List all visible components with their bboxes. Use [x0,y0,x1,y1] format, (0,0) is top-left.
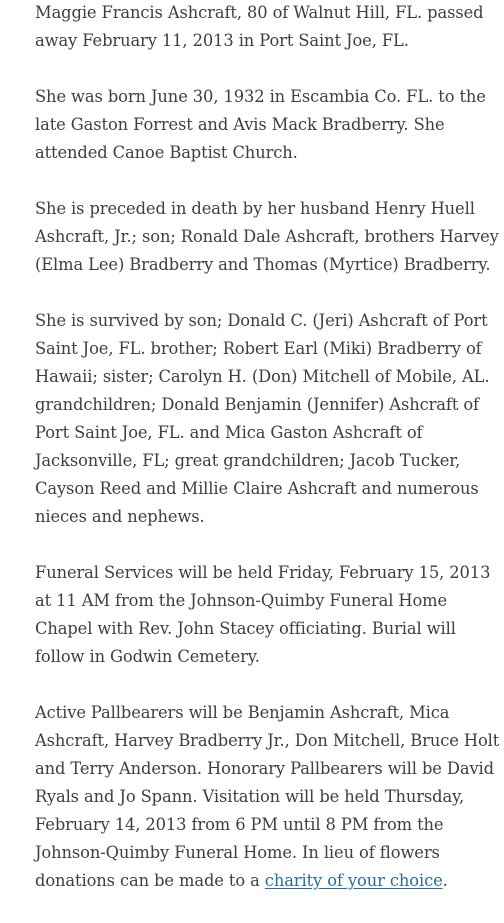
text-line: Saint Joe, FL. brother; Robert Earl (Miki) Bradberry of [35,339,482,358]
text-line: Chapel with Rev. John Stacey officiating. Burial will [35,619,456,638]
text-line: Ashcraft, Harvey Bradberry Jr., Don Mitchell, Bruce Holt [35,731,500,750]
text-line: Maggie Francis Ashcraft, 80 of Walnut Hill, FL. passed [35,3,484,22]
text-line: She is preceded in death by her husband Henry Huell [35,199,475,218]
paragraph-birth [35,83,497,167]
charity-link[interactable]: charity of your choice [264,871,443,890]
text-line: Hawaii; sister; Carolyn H. (Don) Mitchell of Mobile, AL. [35,367,490,386]
text-line: She is survived by son; Donald C. (Jeri) Ashcraft of Port [35,311,488,330]
donation-text: donations can be made to a [35,871,265,890]
text-line: Ashcraft, Jr.; son; Ronald Dale Ashcraft, brothers Harvey [35,227,499,246]
text-line: at 11 AM from the Johnson-Quimby Funeral Home [35,591,448,610]
text-line: Cayson Reed and Millie Claire Ashcraft and numerous [35,479,479,498]
text-line: attended Canoe Baptist Church. [35,143,298,162]
paragraph-pallbearers [35,699,500,895]
text-line: Active Pallbearers will be Benjamin Ashcraft, Mica [35,703,450,722]
text-line: Port Saint Joe, FL. and Mica Gaston Ashcraft of [35,423,423,442]
text-line: Ryals and Jo Spann. Visitation will be held Thursday, [35,787,465,806]
obituary-text [35,0,500,923]
text-line: Johnson-Quimby Funeral Home. In lieu of flowers [35,843,440,862]
paragraph-death-notice [35,0,497,55]
text-line-with-link [35,867,497,895]
period-text: . [442,871,448,890]
text-line: She was born June 30, 1932 in Escambia Co. FL. to the [35,87,486,106]
text-line: nieces and nephews. [35,507,205,526]
text-line: follow in Godwin Cemetery. [35,647,260,666]
paragraph-funeral-services [35,559,497,671]
text-line: February 14, 2013 from 6 PM until 8 PM from the [35,815,444,834]
text-line: and Terry Anderson. Honorary Pallbearers will be David [35,759,494,778]
text-line: late Gaston Forrest and Avis Mack Bradberry. She [35,115,445,134]
text-line: away February 11, 2013 in Port Saint Joe, FL. [35,31,409,50]
text-line: Jacksonville, FL; great grandchildren; Jacob Tucker, [35,451,461,470]
text-line: Funeral Services will be held Friday, February 15, 2013 [35,563,491,582]
text-line: grandchildren; Donald Benjamin (Jennifer) Ashcraft of [35,395,479,414]
paragraph-survived [35,307,497,531]
paragraph-preceded [35,195,497,279]
text-line: (Elma Lee) Bradberry and Thomas (Myrtice) Bradberry. [35,255,491,274]
